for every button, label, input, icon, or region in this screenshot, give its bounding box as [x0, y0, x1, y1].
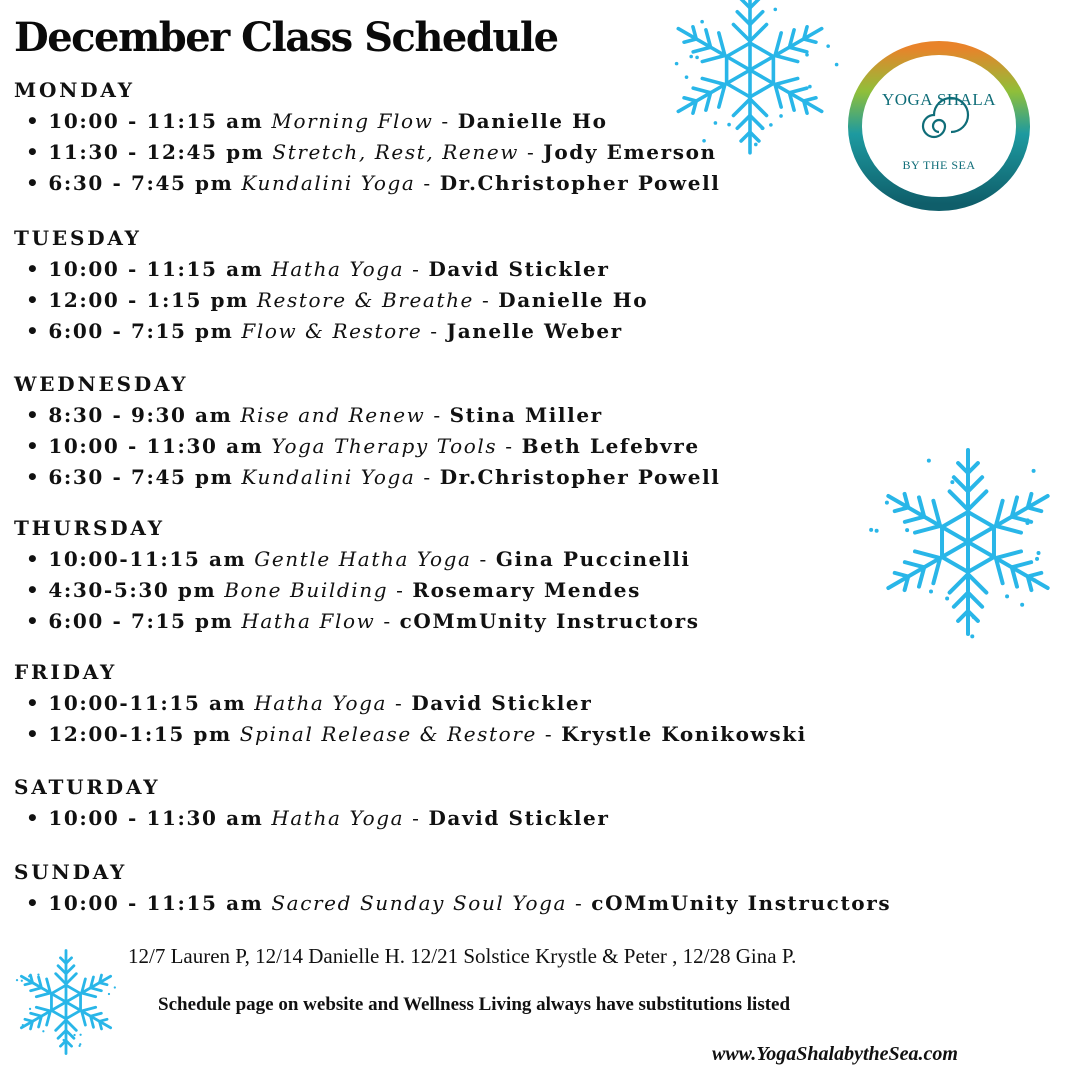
class-instructor: cOMmUnity Instructors: [591, 891, 892, 915]
class-name: Bone Building: [224, 578, 389, 602]
class-time: 10:00 - 11:15 am: [48, 109, 264, 133]
class-instructor: Danielle Ho: [498, 288, 649, 312]
class-name: Morning Flow: [271, 109, 434, 133]
bullet-icon: •: [26, 140, 41, 164]
class-name: Hatha Yoga: [254, 691, 388, 715]
class-name: Gentle Hatha Yoga: [254, 547, 472, 571]
bullet-icon: •: [26, 722, 41, 746]
class-instructor: Gina Puccinelli: [495, 547, 691, 571]
day-heading-tuesday: TUESDAY: [14, 226, 142, 250]
class-instructor: David Stickler: [411, 691, 593, 715]
class-time: 10:00 - 11:30 am: [48, 434, 264, 458]
class-instructor: David Stickler: [428, 806, 610, 830]
class-instructor: David Stickler: [428, 257, 610, 281]
bullet-icon: •: [26, 434, 41, 458]
class-instructor: Danielle Ho: [457, 109, 608, 133]
class-item: • 8:30 - 9:30 am Rise and Renew - Stina Miller: [26, 403, 603, 427]
day-heading-thursday: THURSDAY: [14, 516, 165, 540]
class-name: Spinal Release & Restore: [239, 722, 537, 746]
class-item: • 6:30 - 7:45 pm Kundalini Yoga - Dr.Christopher Powell: [26, 465, 721, 489]
class-time: 10:00-11:15 am: [48, 547, 247, 571]
class-instructor: Rosemary Mendes: [412, 578, 641, 602]
page-title: December Class Schedule: [14, 14, 558, 61]
snowflake-icon-bottom-left: [10, 944, 122, 1060]
class-item: • 10:00-11:15 am Hatha Yoga - David Stickler: [26, 691, 593, 715]
class-item: • 10:00 - 11:30 am Hatha Yoga - David Stickler: [26, 806, 610, 830]
class-name: Restore & Breathe: [256, 288, 474, 312]
day-heading-sunday: SUNDAY: [14, 860, 128, 884]
logo-line1: YOGA SHALA: [881, 90, 997, 109]
bullet-icon: •: [26, 288, 41, 312]
class-item: • 6:30 - 7:45 pm Kundalini Yoga - Dr.Christopher Powell: [26, 171, 721, 195]
class-time: 10:00 - 11:30 am: [48, 806, 264, 830]
class-instructor: Dr.Christopher Powell: [439, 465, 721, 489]
class-item: • 4:30-5:30 pm Bone Building - Rosemary Mendes: [26, 578, 641, 602]
class-time: 6:30 - 7:45 pm: [48, 465, 234, 489]
class-item: • 10:00 - 11:15 am Sacred Sunday Soul Yoga - cOMmUnity Instructors: [26, 891, 892, 915]
bullet-icon: •: [26, 806, 41, 830]
day-heading-saturday: SATURDAY: [14, 775, 161, 799]
class-time: 12:00 - 1:15 pm: [48, 288, 249, 312]
class-instructor: Janelle Weber: [446, 319, 623, 343]
substitutions-text: 12/7 Lauren P, 12/14 Danielle H. 12/21 Solstice Krystle & Peter , 12/28 Gina P.: [128, 944, 797, 968]
substitutions-note: Schedule page on website and Wellness Living always have substitutions listed: [158, 994, 791, 1015]
class-name: Stretch, Rest, Renew: [272, 140, 519, 164]
bullet-icon: •: [26, 465, 41, 489]
class-instructor: Stina Miller: [449, 403, 603, 427]
class-item: • 10:00-11:15 am Gentle Hatha Yoga - Gina Puccinelli: [26, 547, 691, 571]
class-time: 6:00 - 7:15 pm: [48, 319, 234, 343]
class-name: Hatha Yoga: [271, 806, 405, 830]
class-instructor: Jody Emerson: [543, 140, 717, 164]
snowflake-icon-right: [838, 392, 1080, 692]
class-time: 6:30 - 7:45 pm: [48, 171, 234, 195]
logo-line2: BY THE SEA: [902, 158, 976, 172]
bullet-icon: •: [26, 578, 41, 602]
class-time: 10:00 - 11:15 am: [48, 257, 264, 281]
bullet-icon: •: [26, 109, 41, 133]
snowflake-icon-top: [660, 0, 840, 160]
class-item: • 12:00-1:15 pm Spinal Release & Restore - Krystle Konikowski: [26, 722, 807, 746]
class-time: 8:30 - 9:30 am: [48, 403, 233, 427]
bullet-icon: •: [26, 403, 41, 427]
class-item: • 10:00 - 11:30 am Yoga Therapy Tools - Beth Lefebvre: [26, 434, 700, 458]
bullet-icon: •: [26, 547, 41, 571]
class-name: Hatha Yoga: [271, 257, 405, 281]
class-time: 11:30 - 12:45 pm: [48, 140, 265, 164]
class-name: Hatha Flow: [241, 609, 376, 633]
class-time: 6:00 - 7:15 pm: [48, 609, 234, 633]
bullet-icon: •: [26, 691, 41, 715]
class-name: Sacred Sunday Soul Yoga: [271, 891, 568, 915]
class-instructor: Dr.Christopher Powell: [439, 171, 721, 195]
bullet-icon: •: [26, 319, 41, 343]
day-heading-wednesday: WEDNESDAY: [14, 372, 189, 396]
class-item: • 10:00 - 11:15 am Morning Flow - Danielle Ho: [26, 109, 608, 133]
class-item: • 6:00 - 7:15 pm Hatha Flow - cOMmUnity Instructors: [26, 609, 700, 633]
yoga-shala-logo: [846, 40, 1032, 212]
bullet-icon: •: [26, 171, 41, 195]
day-heading-friday: FRIDAY: [14, 660, 118, 684]
class-time: 4:30-5:30 pm: [48, 578, 217, 602]
bullet-icon: •: [26, 891, 41, 915]
class-name: Kundalini Yoga: [241, 171, 416, 195]
day-heading-monday: MONDAY: [14, 78, 135, 102]
class-time: 10:00-11:15 am: [48, 691, 247, 715]
class-name: Flow & Restore: [241, 319, 423, 343]
class-instructor: Beth Lefebvre: [521, 434, 700, 458]
class-time: 10:00 - 11:15 am: [48, 891, 264, 915]
class-item: • 6:00 - 7:15 pm Flow & Restore - Janelle Weber: [26, 319, 623, 343]
class-item: • 12:00 - 1:15 pm Restore & Breathe - Danielle Ho: [26, 288, 649, 312]
class-instructor: Krystle Konikowski: [561, 722, 807, 746]
class-name: Rise and Renew: [240, 403, 426, 427]
website-link[interactable]: www.YogaShalabytheSea.com: [712, 1043, 958, 1065]
class-item: • 11:30 - 12:45 pm Stretch, Rest, Renew - Jody Emerson: [26, 140, 717, 164]
class-item: • 10:00 - 11:15 am Hatha Yoga - David Stickler: [26, 257, 610, 281]
class-instructor: cOMmUnity Instructors: [399, 609, 700, 633]
class-name: Yoga Therapy Tools: [271, 434, 498, 458]
class-name: Kundalini Yoga: [241, 465, 416, 489]
bullet-icon: •: [26, 257, 41, 281]
class-time: 12:00-1:15 pm: [48, 722, 232, 746]
bullet-icon: •: [26, 609, 41, 633]
